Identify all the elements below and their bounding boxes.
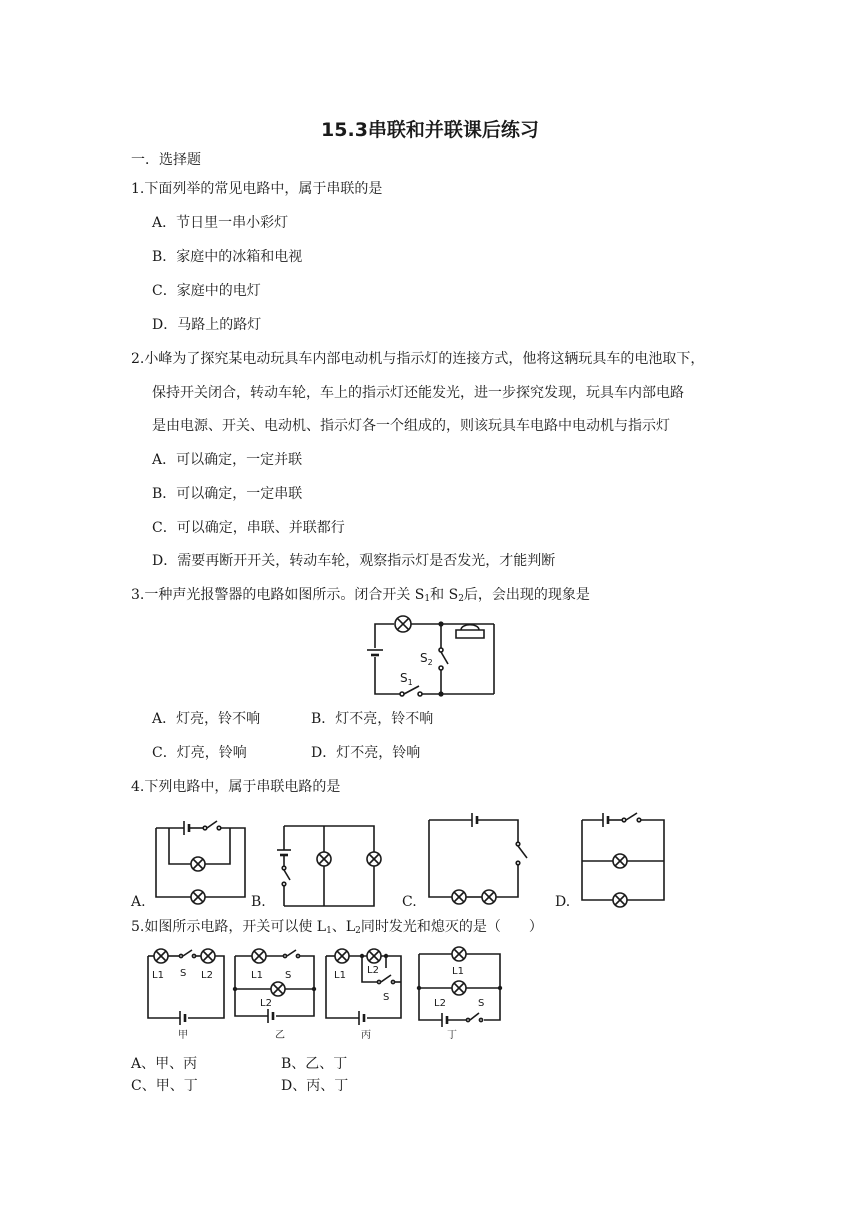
q4-label-d[interactable]: D. <box>555 894 571 910</box>
q4-stem: 4.下列电路中，属于串联电路的是 <box>131 779 341 795</box>
q2-stem-line-1: 2.小峰为了探究某电动玩具车内部电动机与指示灯的连接方式，他将这辆玩具车的电池取下， <box>131 351 705 367</box>
svg-text:S1: $S_1$ <box>400 671 413 687</box>
q3-option-d[interactable]: D．灯不亮，铃响 <box>311 745 421 761</box>
q3-option-c[interactable]: C．灯亮，铃响 <box>152 745 247 761</box>
q4-label-b[interactable]: B. <box>251 894 266 910</box>
svg-text:L1: L1 <box>251 970 263 981</box>
svg-text:丁: 丁 <box>447 1030 457 1041</box>
q1-option-a[interactable]: A．节日里一串小彩灯 <box>152 215 289 231</box>
q5-circuit-bing <box>321 946 411 1040</box>
svg-text:L2: L2 <box>201 970 213 981</box>
q1-option-b[interactable]: B．家庭中的冰箱和电视 <box>152 249 303 265</box>
svg-text:L1: L1 <box>452 966 464 977</box>
q3-option-b[interactable]: B．灯不亮，铃不响 <box>311 711 434 727</box>
q5-circuit-yi <box>230 946 320 1040</box>
section-heading: 一．选择题 <box>131 152 201 168</box>
q4-label-a[interactable]: A. <box>131 894 146 910</box>
q4-circuit-a <box>150 818 250 913</box>
svg-text:S2: $S_2$ <box>420 651 433 667</box>
q4-circuit-b <box>274 822 384 910</box>
svg-text:L2: L2 <box>434 998 446 1009</box>
svg-text:L1: L1 <box>334 970 346 981</box>
q2-option-a[interactable]: A．可以确定，一定并联 <box>152 452 303 468</box>
q4-circuit-c <box>424 812 534 904</box>
svg-text:S: S <box>285 970 292 981</box>
q5-option-c[interactable]: C、甲、丁 <box>131 1078 198 1094</box>
page-title: 15.3串联和并联课后练习 <box>321 119 539 141</box>
svg-text:S: S <box>383 992 390 1003</box>
q3-option-a[interactable]: A．灯亮，铃不响 <box>152 711 261 727</box>
q5-stem: 5.如图所示电路，开关可以使 $L_1$、$L_2$同时发光和熄灭的是（ ） <box>131 919 543 936</box>
q2-option-c[interactable]: C．可以确定，串联、并联都行 <box>152 520 345 536</box>
svg-text:甲: 甲 <box>178 1030 188 1041</box>
q5-option-b[interactable]: B、乙、丁 <box>281 1056 348 1072</box>
q2-stem-line-3: 是由电源、开关、电动机、指示灯各一个组成的，则该玩具车电路中电动机与指示灯 <box>152 418 670 434</box>
q5-circuit-jia <box>142 946 232 1040</box>
svg-text:S: S <box>478 998 485 1009</box>
svg-text:乙: 乙 <box>275 1030 285 1041</box>
q5-option-d[interactable]: D、丙、丁 <box>281 1078 349 1094</box>
q1-stem: 1.下面列举的常见电路中，属于串联的是 <box>131 181 383 197</box>
q2-option-b[interactable]: B．可以确定，一定串联 <box>152 486 303 502</box>
q4-circuit-d <box>577 813 672 909</box>
q5-circuit-ding <box>414 944 506 1040</box>
q3-stem: 3.一种声光报警器的电路如图所示。闭合开关 $S_1$和 $S_2$后，会出现的现象是 <box>131 587 590 604</box>
q1-option-c[interactable]: C．家庭中的电灯 <box>152 283 261 299</box>
q4-label-c[interactable]: C. <box>402 894 417 910</box>
svg-text:丙: 丙 <box>361 1030 371 1041</box>
svg-text:L1: L1 <box>152 970 164 981</box>
svg-text:L2: L2 <box>367 965 379 976</box>
svg-text:L2: L2 <box>260 998 272 1009</box>
q3-alarm-circuit-diagram <box>360 610 500 700</box>
q2-stem-line-2: 保持开关闭合，转动车轮，车上的指示灯还能发光，进一步探究发现，玩具车内部电路 <box>152 385 684 401</box>
q2-option-d[interactable]: D．需要再断开开关，转动车轮，观察指示灯是否发光，才能判断 <box>152 553 556 569</box>
q1-option-d[interactable]: D．马路上的路灯 <box>152 317 262 333</box>
svg-text:S: S <box>180 968 187 979</box>
q5-option-a[interactable]: A、甲、丙 <box>131 1056 198 1072</box>
